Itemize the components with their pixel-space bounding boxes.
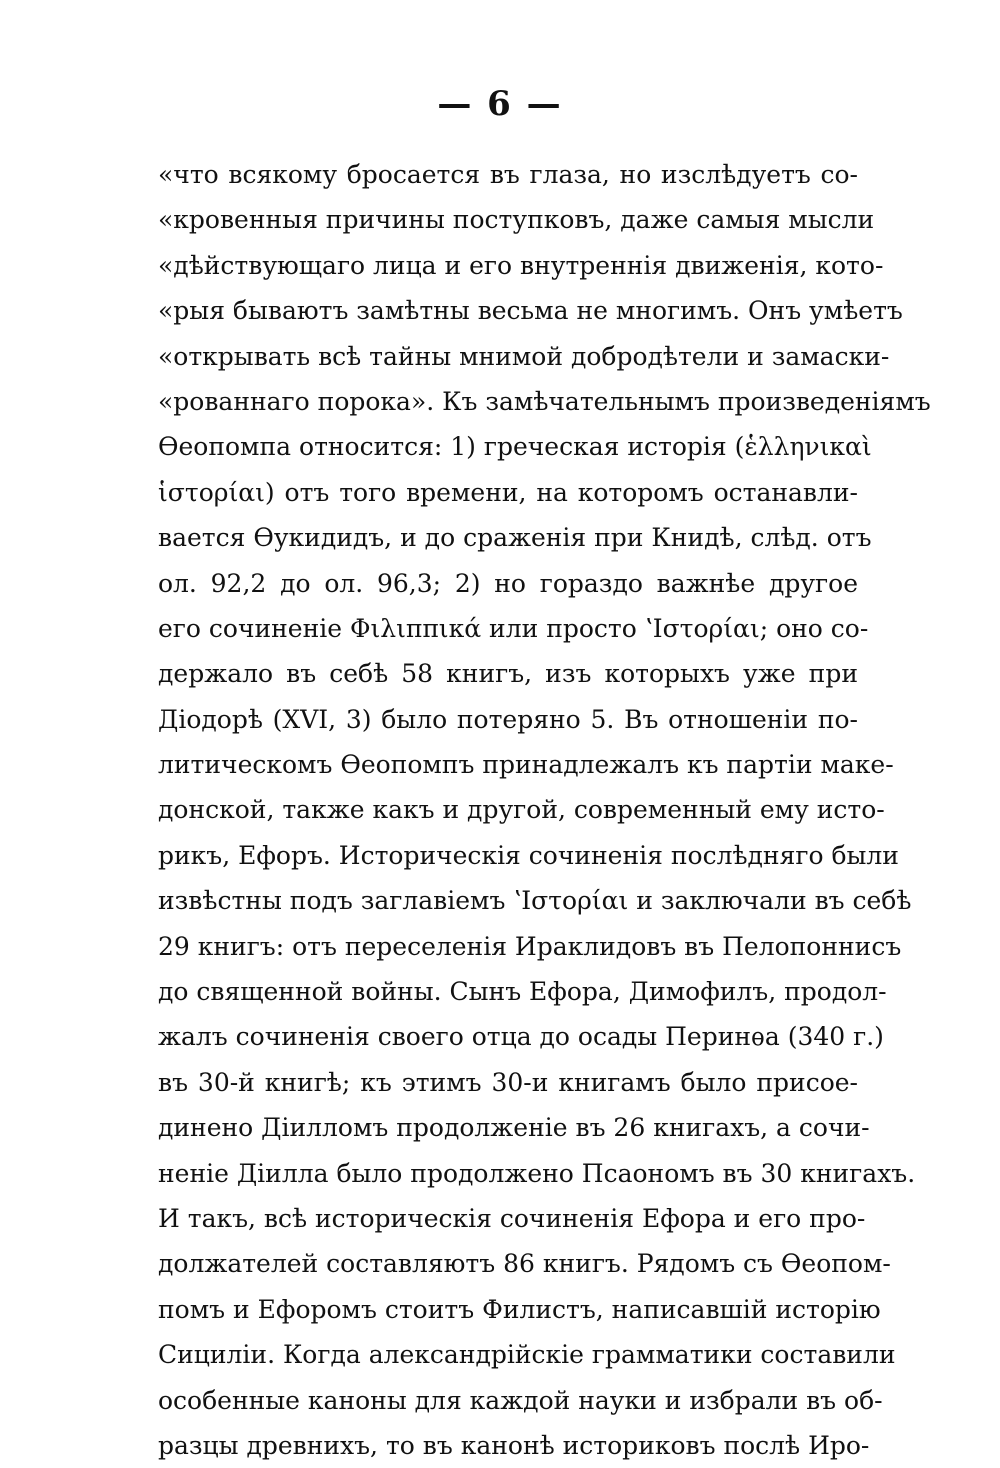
text-line: ἱστορίαι) отъ того времени, на которомъ останавли- [158,477,858,507]
text-line: «дѣйствующаго лица и его внутреннія движенія, кото- [158,250,884,280]
text-line: вается Ѳукидидъ, и до сраженія при Книдѣ, слѣд. отъ [158,523,872,553]
text-line: помъ и Ефоромъ стоитъ Филистъ, написавшій исторію [158,1294,881,1324]
text-line: особенные каноны для каждой науки и избрали въ об- [158,1385,883,1415]
text-line: въ 30-й книгѣ; къ этимъ 30-и книгамъ было присое- [158,1067,858,1097]
text-line: динено Діилломъ продолженіе въ 26 книгахъ, а сочи- [158,1113,870,1143]
text-line: ол. 92,2 до ол. 96,3; 2) но гораздо важнѣе другое [158,568,858,598]
text-line: «рыя бываютъ замѣтны весьма не многимъ. Онъ умѣетъ [158,296,903,326]
text-line: извѣстны подъ заглавіемъ ʽΙστορίαι и заключали въ себѣ [158,886,912,916]
text-line: разцы древнихъ, то въ канонѣ историковъ послѣ Иро- [158,1430,870,1460]
text-line: до священной войны. Сынъ Ефора, Димофилъ, продол- [158,977,887,1007]
text-line: должателей составляютъ 86 книгъ. Рядомъ съ Ѳеопом- [158,1249,891,1279]
text-line: Сициліи. Когда александрійскіе грамматики составили [158,1340,896,1370]
text-line: литическомъ Ѳеопомпъ принадлежалъ къ партіи маке- [158,750,894,780]
text-line: Ѳеопомпа относится: 1) греческая исторія (ἑλληνικαὶ [158,432,872,462]
text-line: «кровенныя причины поступковъ, даже самыя мысли [158,205,875,235]
text-line: «рованнаго порока». Къ замѣчательнымъ произведеніямъ [158,386,931,416]
text-line: его сочиненіе Φιλιππικά или просто ʽΙστορίαι; оно со- [158,613,869,643]
text-line: «открывать всѣ тайны мнимой добродѣтели и замаски- [158,341,890,371]
text-line: Діодорѣ (XVI, 3) было потеряно 5. Въ отношеніи по- [158,704,858,734]
text-line: держало въ себѣ 58 книгъ, изъ которыхъ уже при [158,659,858,689]
text-line: донской, также какъ и другой, современный ему исто- [158,795,885,825]
body-text [158,152,931,1468]
text-line: «что всякому бросается въ глаза, но изслѣдуетъ со- [158,160,858,189]
page-number: — 6 — [437,84,563,124]
text-line: жалъ сочиненія своего отца до осады Перинѳа (340 г.) [158,1022,884,1052]
text-line: 29 книгъ: отъ переселенія Ираклидовъ въ Пелопоннисъ [158,931,902,961]
text-line: неніе Діилла было продолжено Псаономъ въ 30 книгахъ. [158,1158,916,1188]
text-line: рикъ, Ефоръ. Историческія сочиненія послѣдняго были [158,840,899,870]
text-line: И такъ, всѣ историческія сочиненія Ефора и его про- [158,1203,866,1233]
